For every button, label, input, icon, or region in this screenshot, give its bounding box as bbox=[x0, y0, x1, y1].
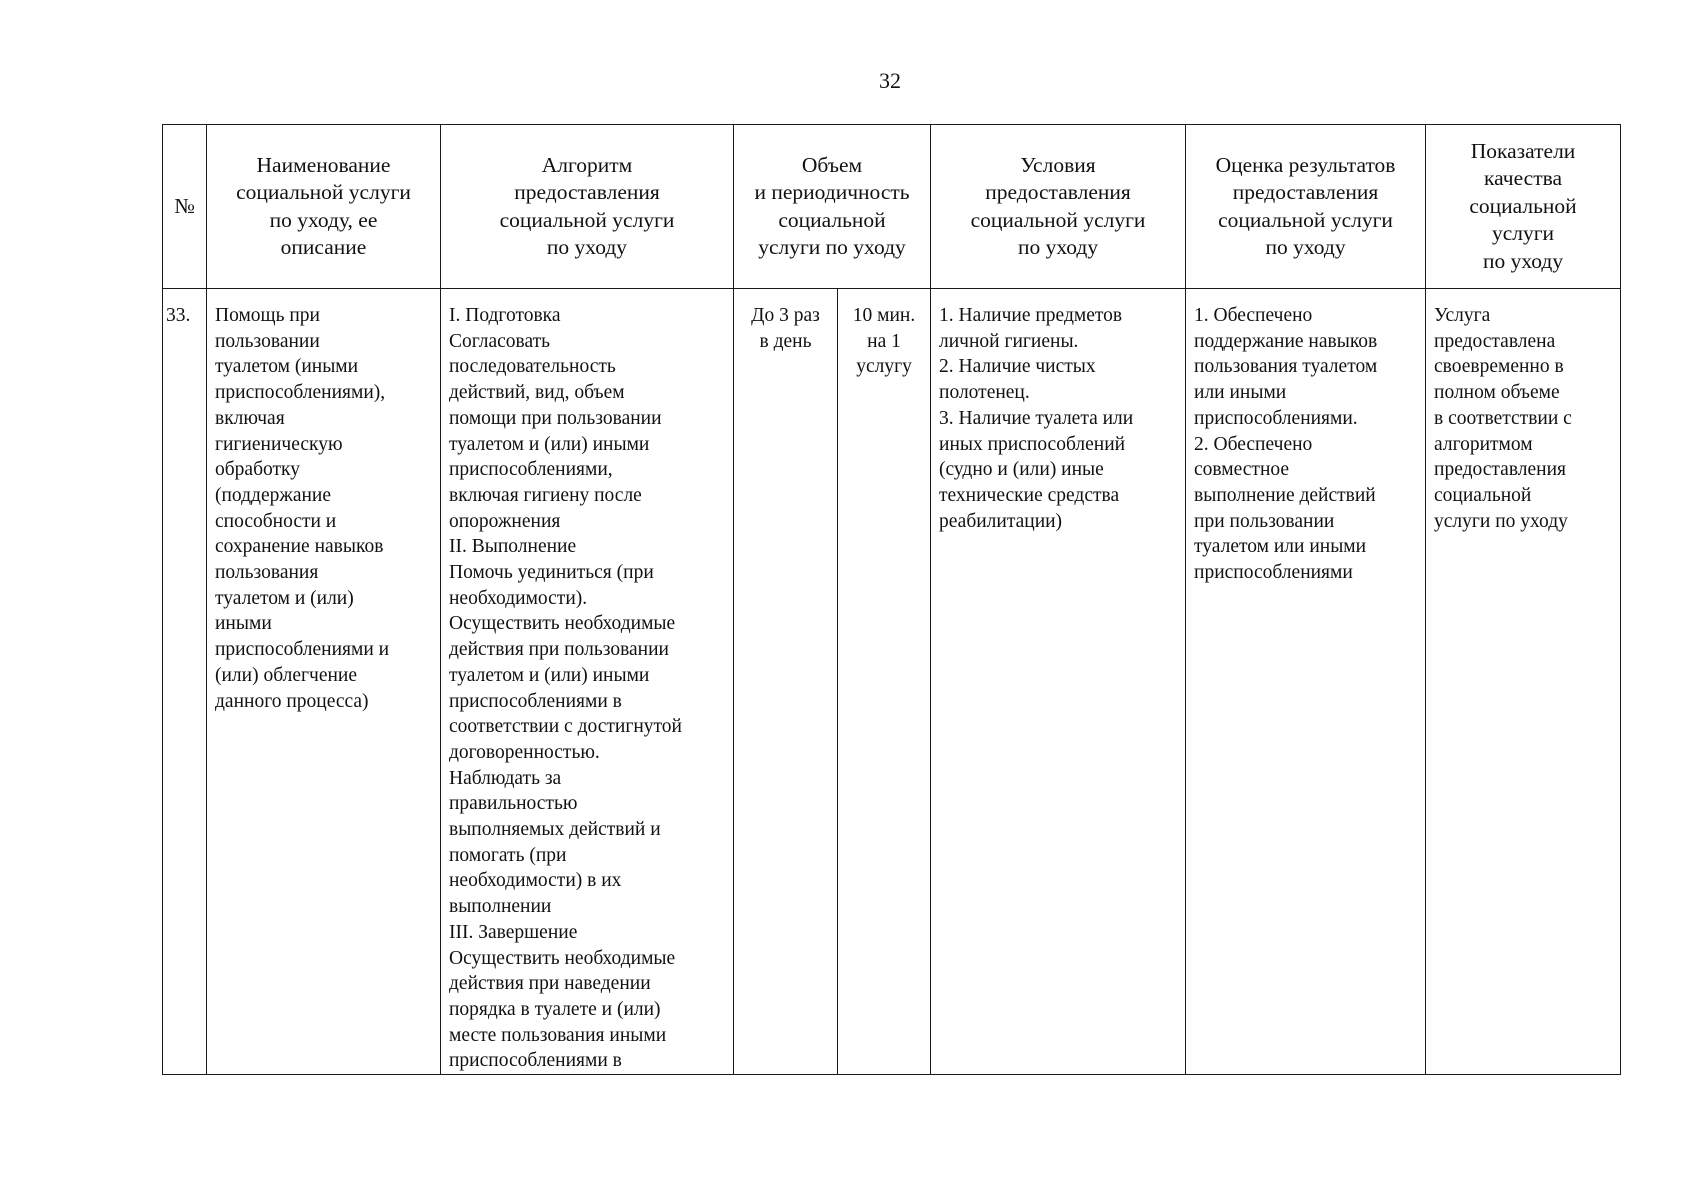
text-line: своевременно в bbox=[1434, 356, 1564, 378]
cell-name bbox=[207, 289, 441, 1075]
text-line: Условия bbox=[1020, 152, 1096, 177]
text-line: поддержание навыков bbox=[1194, 330, 1378, 352]
text-line: полном объеме bbox=[1434, 382, 1560, 404]
service-evaluation bbox=[1186, 289, 1425, 586]
text-line: Осуществить необходимые bbox=[449, 613, 676, 635]
text-line: при пользовании bbox=[1194, 510, 1335, 532]
text-line: данного процесса) bbox=[215, 690, 369, 712]
header-volume bbox=[734, 125, 931, 289]
text-line: соответствии с достигнутой bbox=[449, 716, 682, 738]
text-line: туалетом (иными bbox=[215, 356, 359, 378]
header-evaluation bbox=[1186, 125, 1426, 289]
text-line: 2. Обеспечено bbox=[1194, 433, 1313, 455]
text-line: необходимости) в их bbox=[449, 870, 622, 892]
text-line: Наблюдать за bbox=[449, 767, 562, 789]
header-name bbox=[207, 125, 441, 289]
text-line: туалетом и (или) иными bbox=[449, 433, 650, 455]
text-line: предоставления bbox=[514, 180, 660, 204]
service-volume bbox=[734, 289, 837, 354]
text-line: иных приспособлений bbox=[939, 433, 1126, 455]
text-line: туалетом или иными bbox=[1194, 536, 1367, 558]
text-line: правильностью bbox=[449, 793, 578, 815]
text-line: (поддержание bbox=[215, 484, 332, 506]
text-line: Помочь уединиться (при bbox=[449, 562, 654, 584]
cell-period bbox=[838, 289, 931, 1075]
table-header-row bbox=[163, 125, 1621, 289]
text-line: необходимости). bbox=[449, 587, 588, 609]
text-line: выполнении bbox=[449, 896, 552, 918]
text-line: и периодичность bbox=[754, 180, 910, 204]
cell-volume bbox=[734, 289, 838, 1075]
service-algorithm bbox=[441, 289, 733, 1074]
header-algorithm bbox=[441, 125, 734, 289]
text-line: социальной bbox=[1434, 484, 1532, 506]
page-number: 32 bbox=[879, 68, 901, 93]
text-line: по уходу bbox=[1482, 248, 1564, 273]
text-line: услуги по уходу bbox=[1434, 510, 1568, 532]
text-line: включая bbox=[215, 407, 285, 429]
text-line: порядка в туалете и (или) bbox=[449, 998, 661, 1020]
text-line: социальной услуги bbox=[1218, 207, 1393, 232]
text-line: на 1 bbox=[867, 330, 901, 352]
service-duration bbox=[838, 289, 930, 380]
text-line: месте пользования иными bbox=[449, 1024, 667, 1046]
cell-conditions bbox=[931, 289, 1186, 1075]
text-line: (судно и (или) иные bbox=[939, 459, 1104, 481]
text-line: помогать (при bbox=[449, 844, 567, 866]
text-line: Показатели bbox=[1470, 138, 1576, 163]
text-line: действия при пользовании bbox=[449, 639, 669, 661]
text-line: 10 мин. bbox=[852, 305, 916, 326]
text-line: приспособлениями в bbox=[449, 690, 622, 712]
text-line: в соответствии с bbox=[1434, 407, 1572, 429]
service-name bbox=[207, 289, 440, 714]
text-line: договоренностью. bbox=[449, 741, 600, 763]
text-line: обработку bbox=[215, 459, 300, 481]
text-line: пользования туалетом bbox=[1194, 356, 1378, 378]
text-line: выполняемых действий и bbox=[449, 819, 661, 841]
text-line: иными bbox=[215, 613, 272, 635]
text-line: включая гигиену после bbox=[449, 484, 642, 506]
text-line: выполнение действий bbox=[1194, 484, 1376, 506]
text-line: предоставления bbox=[985, 180, 1131, 204]
text-line: качества bbox=[1483, 166, 1563, 191]
text-line: помощи при пользовании bbox=[449, 407, 662, 429]
text-line: предоставлена bbox=[1434, 330, 1556, 352]
service-conditions bbox=[931, 289, 1185, 534]
text-line: гигиеническую bbox=[215, 433, 343, 455]
cell-num bbox=[163, 289, 207, 1075]
text-line: действий, вид, объем bbox=[449, 382, 625, 404]
text-line: 1. Наличие предметов bbox=[939, 305, 1123, 326]
text-line: последовательность bbox=[449, 356, 616, 378]
cell-algorithm bbox=[441, 289, 734, 1075]
text-line: приспособлениями bbox=[1194, 562, 1353, 584]
text-line: социальной bbox=[1469, 193, 1577, 218]
text-line: способности и bbox=[215, 510, 337, 532]
table-row bbox=[163, 289, 1621, 1075]
text-line: туалетом и (или) иными bbox=[449, 664, 650, 686]
text-line: социальной услуги bbox=[236, 180, 411, 204]
text-line: личной гигиены. bbox=[939, 330, 1079, 352]
text-line: пользовании bbox=[215, 330, 320, 352]
text-line: 1. Обеспечено bbox=[1194, 305, 1313, 326]
text-line: социальной bbox=[778, 207, 886, 232]
text-line: приспособлениями, bbox=[449, 459, 613, 481]
text-line: пользования bbox=[215, 562, 319, 584]
text-line: предоставления bbox=[1434, 459, 1567, 481]
text-line: по уходу bbox=[546, 235, 628, 259]
text-line: I. Подготовка bbox=[449, 305, 561, 326]
text-line: Услуга bbox=[1434, 305, 1491, 326]
text-line: № bbox=[174, 193, 195, 218]
text-line: полотенец. bbox=[939, 382, 1030, 404]
text-line: по уходу bbox=[1265, 235, 1346, 259]
text-line: До 3 раз bbox=[751, 305, 820, 326]
text-line: III. Завершение bbox=[449, 921, 578, 943]
cell-quality bbox=[1426, 289, 1621, 1075]
text-line: приспособлениями и bbox=[215, 639, 390, 661]
text-line: услугу bbox=[856, 356, 912, 378]
text-line: алгоритмом bbox=[1434, 433, 1533, 455]
service-quality bbox=[1426, 289, 1620, 534]
text-line: (или) облегчение bbox=[215, 664, 358, 686]
text-line: Алгоритм bbox=[541, 152, 633, 177]
text-line: действия при наведении bbox=[449, 973, 651, 995]
text-line: в день bbox=[759, 330, 812, 352]
text-line: по уходу bbox=[1017, 235, 1099, 259]
text-line: II. Выполнение bbox=[449, 536, 577, 558]
text-line: приспособлениями в bbox=[449, 1050, 622, 1072]
text-line: социальной услуги bbox=[970, 207, 1146, 232]
text-line: 3. Наличие туалета или bbox=[939, 407, 1134, 429]
text-line: Согласовать bbox=[449, 330, 551, 352]
text-line: по уходу, ее bbox=[269, 207, 378, 232]
services-table bbox=[162, 124, 1621, 1075]
text-line: совместное bbox=[1194, 459, 1290, 481]
text-line: социальной услуги bbox=[499, 207, 675, 232]
text-line: Объем bbox=[801, 152, 863, 177]
text-line: предоставления bbox=[1232, 180, 1379, 204]
text-line: Наименование bbox=[256, 152, 391, 177]
header-num bbox=[163, 125, 207, 289]
header-quality bbox=[1426, 125, 1621, 289]
text-line: приспособлениями. bbox=[1194, 407, 1358, 429]
text-line: Оценка результатов bbox=[1215, 152, 1396, 177]
text-line: Помощь при bbox=[215, 305, 320, 326]
text-line: сохранение навыков bbox=[215, 536, 384, 558]
text-line: или иными bbox=[1194, 382, 1287, 404]
text-line: услуги bbox=[1491, 221, 1555, 246]
text-line: туалетом и (или) bbox=[215, 587, 354, 609]
text-line: опорожнения bbox=[449, 510, 561, 532]
header-conditions bbox=[931, 125, 1186, 289]
text-line: технические средства bbox=[939, 484, 1120, 506]
text-line: реабилитации) bbox=[939, 510, 1063, 532]
text-line: описание bbox=[280, 235, 367, 259]
row-number: 33. bbox=[166, 305, 191, 326]
text-line: услуги по уходу bbox=[758, 235, 906, 259]
text-line: приспособлениями), bbox=[215, 382, 386, 404]
text-line: 2. Наличие чистых bbox=[939, 356, 1096, 378]
cell-evaluation bbox=[1186, 289, 1426, 1075]
text-line: Осуществить необходимые bbox=[449, 947, 676, 969]
